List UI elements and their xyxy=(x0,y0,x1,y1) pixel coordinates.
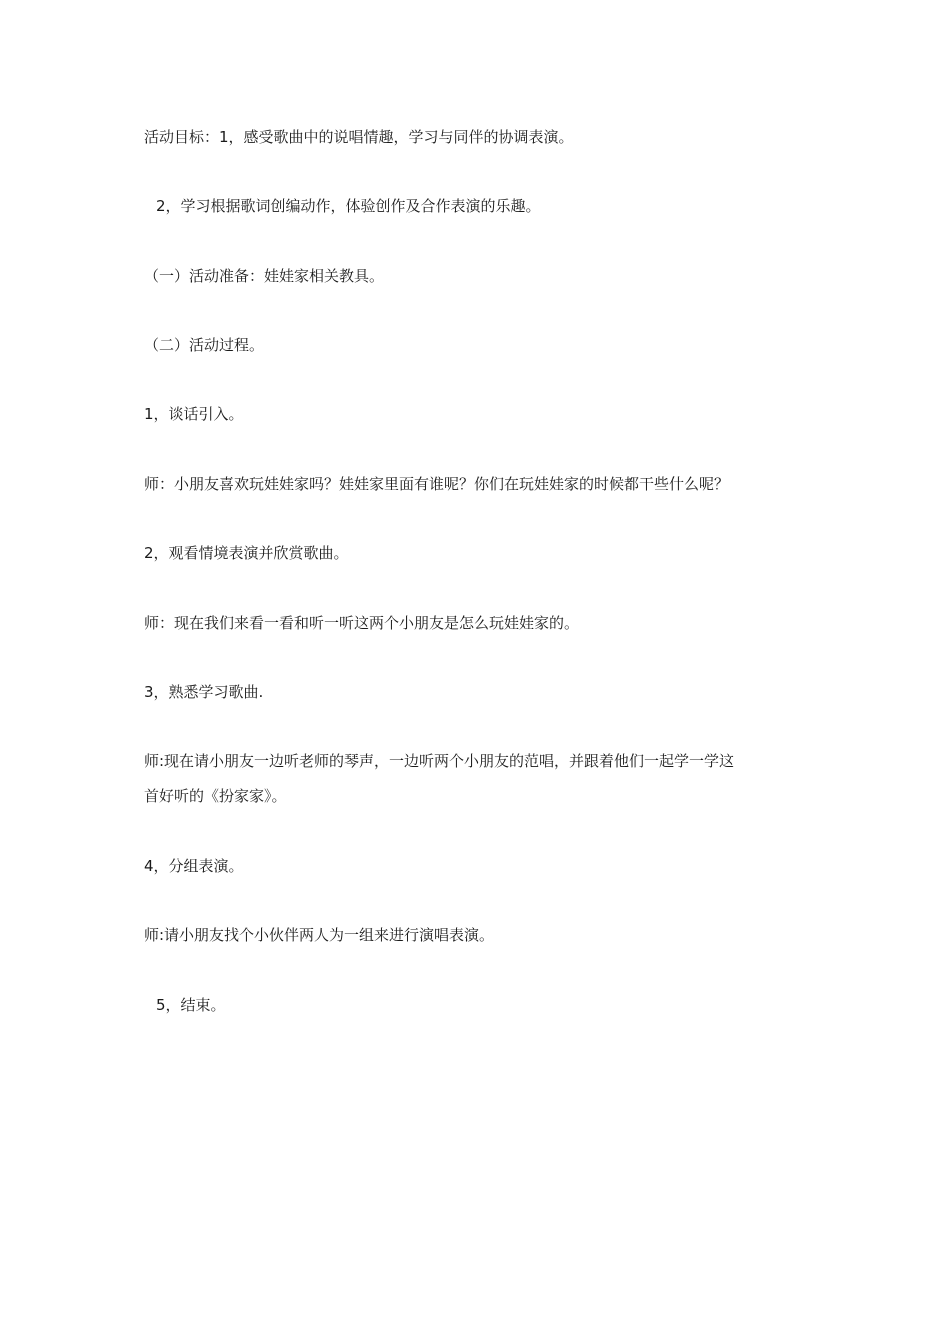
step-1-heading: 1，谈话引入。 xyxy=(144,405,244,423)
step-5-heading: 5，结束。 xyxy=(156,996,226,1014)
step-1-teacher-line: 师：小朋友喜欢玩娃娃家吗？娃娃家里面有谁呢？你们在玩娃娃家的时候都干些什么呢？ xyxy=(144,475,730,493)
section-process: （二）活动过程。 xyxy=(144,336,265,354)
section-preparation: （一）活动准备：娃娃家相关教具。 xyxy=(144,267,385,285)
activity-goal-1: 活动目标：1，感受歌曲中的说唱情趣，学习与同伴的协调表演。 xyxy=(144,128,574,146)
step-4-teacher-line: 师:请小朋友找个小伙伴两人为一组来进行演唱表演。 xyxy=(144,926,495,944)
step-3-teacher-line-continued: 首好听的《扮家家》。 xyxy=(144,787,287,805)
step-2-heading: 2，观看情境表演并欣赏歌曲。 xyxy=(144,544,349,562)
step-4-heading: 4，分组表演。 xyxy=(144,857,244,875)
step-3-teacher-line: 师:现在请小朋友一边听老师的琴声，一边听两个小朋友的范唱，并跟着他们一起学一学这 xyxy=(144,752,735,770)
activity-goal-2: 2，学习根据歌词创编动作，体验创作及合作表演的乐趣。 xyxy=(156,197,541,215)
step-3-heading: 3，熟悉学习歌曲. xyxy=(144,683,264,701)
step-2-teacher-line: 师：现在我们来看一看和听一听这两个小朋友是怎么玩娃娃家的。 xyxy=(144,614,580,632)
